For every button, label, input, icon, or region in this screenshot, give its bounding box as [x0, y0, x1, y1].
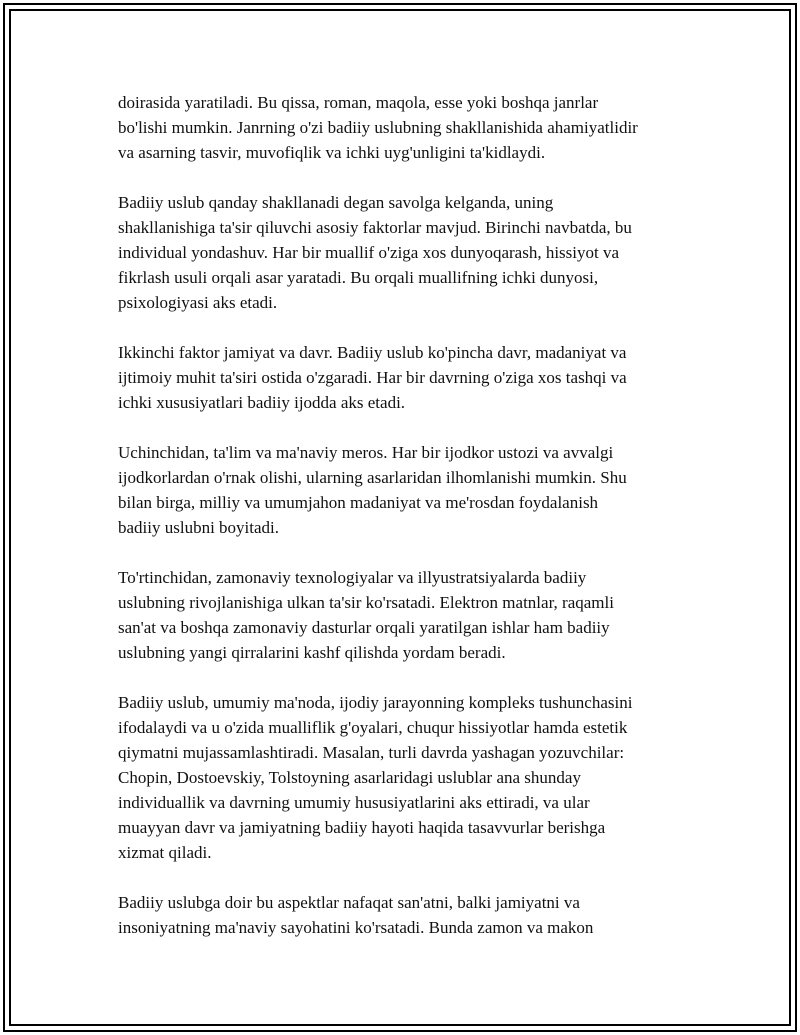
- paragraph: Badiiy uslubga doir bu aspektlar nafaqat san'atni, balki jamiyatni va insoniyatning ma'naviy sayohatini ko'rsatadi. Bunda zamon va makon: [118, 893, 594, 937]
- paragraph: To'rtinchidan, zamonaviy texnologiyalar va illyustratsiyalarda badiiy uslubning rivojlanishiga ulkan ta'sir ko'rsatadi. Elektron matnlar, raqamli san'at va boshqa zamonaviy dasturlar orqali yaratilgan ishlar ham badiiy uslubning yangi qirralarini kashf qilishda yordam beradi.: [118, 568, 614, 662]
- paragraph: Uchinchidan, ta'lim va ma'naviy meros. Har bir ijodkor ustozi va avvalgi ijodkorlardan o'rnak olishi, ularning asarlaridan ilhomlanishi mumkin. Shu bilan birga, milliy va umumjahon madaniyat va me'rosdan foydalanish badiiy uslubni boyitadi.: [118, 443, 627, 537]
- document-body: [118, 90, 718, 965]
- paragraph: Ikkinchi faktor jamiyat va davr. Badiiy uslub ko'pincha davr, madaniyat va ijtimoiy muhit ta'siri ostida o'zgaradi. Har bir davrning o'ziga xos tashqi va ichki xususiyatlari badiiy ijodda aks etadi.: [118, 343, 627, 412]
- paragraph: Badiiy uslub qanday shakllanadi degan savolga kelganda, uning shakllanishiga ta'sir qiluvchi asosiy faktorlar mavjud. Birinchi navbatda, bu individual yondashuv. Har bir muallif o'ziga xos dunyoqarash, hissiyot va fikrlash usuli orqali asar yaratadi. Bu orqali muallifning ichki dunyosi, psixologiyasi aks etadi.: [118, 193, 632, 312]
- paragraph: Badiiy uslub, umumiy ma'noda, ijodiy jarayonning kompleks tushunchasini ifodalaydi va u o'zida mualliflik g'oyalari, chuqur hissiyotlar hamda estetik qiymatni mujassamlashtiradi. Masalan, turli davrda yashagan yozuvchilar: Chopin, Dostoevskiy, Tolstoyning asarlaridagi uslublar ana shunday individuallik va davrning umumiy hususiyatlarini aks ettiradi, va ular muayyan davr va jamiyatning badiiy hayoti haqida tasavvurlar berishga xizmat qiladi.: [118, 693, 633, 862]
- paragraph: doirasida yaratiladi. Bu qissa, roman, maqola, esse yoki boshqa janrlar bo'lishi mumkin. Janrning o'zi badiiy uslubning shakllanishida ahamiyatlidir va asarning tasvir, muvofiqlik va ichki uyg'unligini ta'kidlaydi.: [118, 93, 638, 162]
